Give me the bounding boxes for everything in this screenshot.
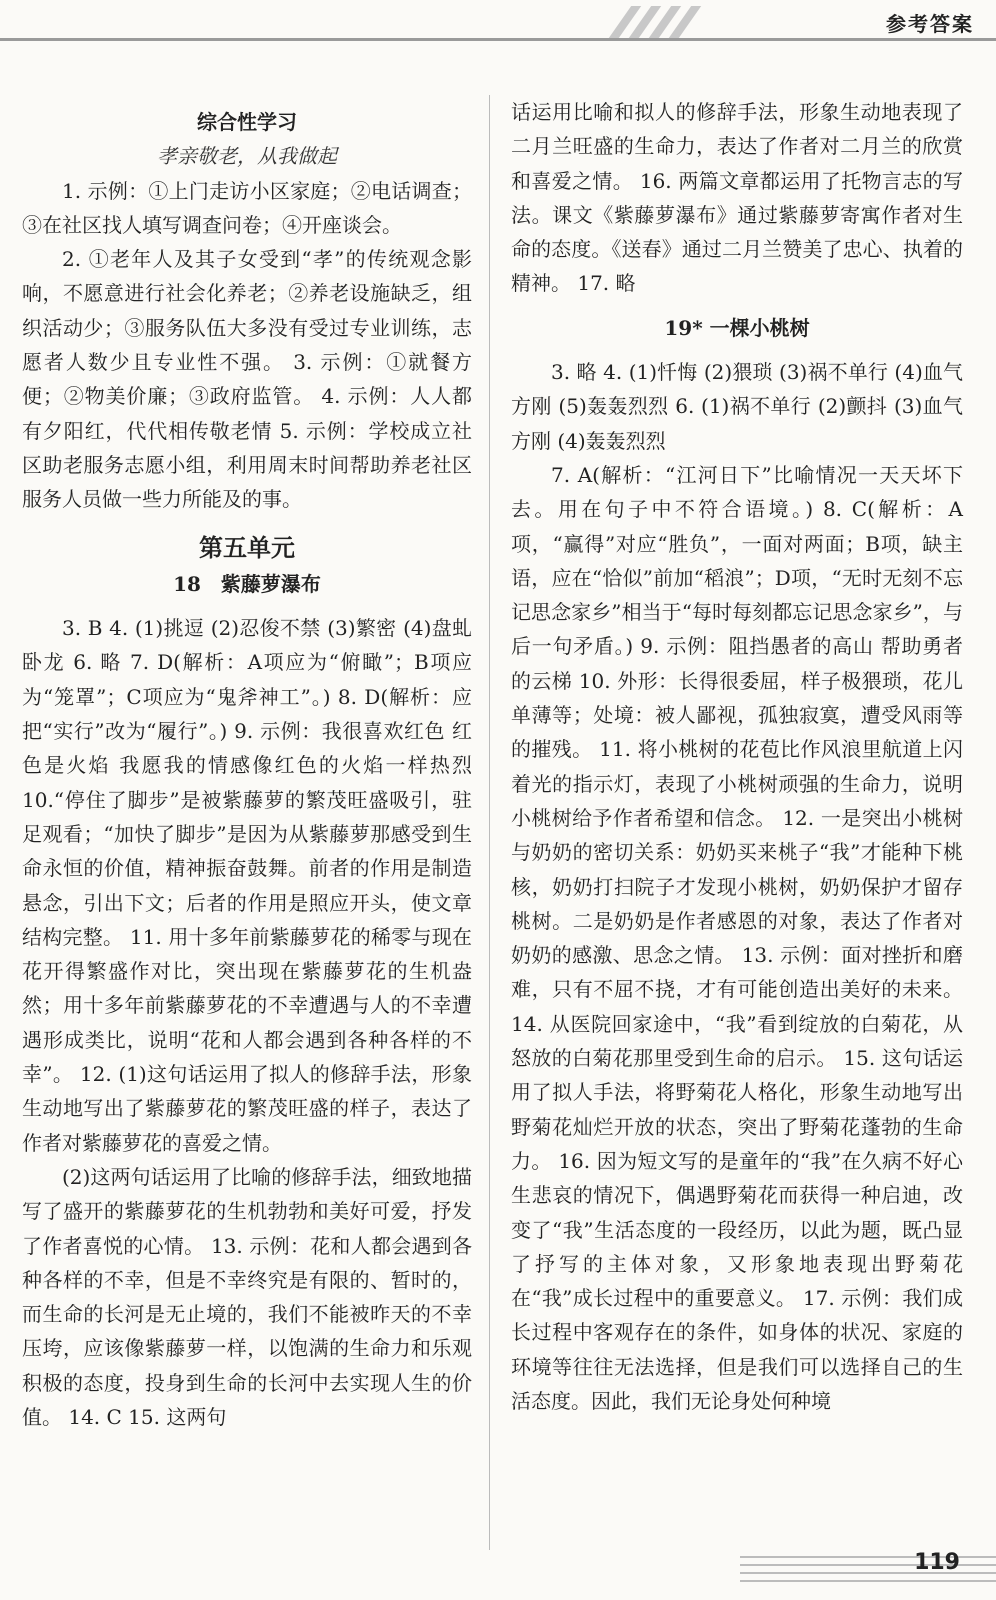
- answer-paragraph: 1. 示例：①上门走访小区家庭；②电话调查；③在社区找人填写调查问卷；④开座谈会。: [22, 178, 472, 237]
- lesson-title: 19* 一棵小桃树: [664, 315, 810, 340]
- answer-paragraph: 7. A(解析：“江河日下”比喻情况一天天坏下去。用在句子中不符合语境。) 8. C(解析：A项，“赢得”对应“胜负”，一面对两面；B项，缺主语，应在“恰似”前加“稻浪”；D项，“无时无刻不忘记思念家乡”相当于“每时每刻都忘记思念家乡”，与后一句矛盾。) 9. 示例：阻挡愚者的高山 帮助勇者的云梯 10. 外形：长得很委屈，样子极猥琐，花儿单薄等；处境：被人鄙视，孤独寂寞，遭受风雨等的摧残。 11. 将小桃树的花苞比作风浪里航道上闪着光的指示灯，表现了小桃树顽强的生命力，说明小桃树给予作者希望和信念。 12. 一是突出小桃树与奶奶的密切关系：奶奶买来桃子“我”才能种下桃核，奶奶打扫院子才发现小桃树，奶奶保护才留存桃树。二是奶奶是作者感恩的对象，表达了作者对奶奶的感激、思念之情。 13. 示例：面对挫折和磨难，只有不屈不挠，才有可能创造出美好的未来。 14. 从医院回家途中，“我”看到绽放的白菊花，从怒放的白菊花那里受到生命的启示。 15. 这句话运用了拟人手法，将野菊花人格化，形象生动地写出野菊花灿烂开放的状态，突出了野菊花蓬勃的生命力。 16. 因为短文写的是童年的“我”在久病不好心生悲哀的情况下，偶遇野菊花而获得一种启迪，改变了“我”生活态度的一段经历，以此为题，既凸显了抒写的主体对象，又形象地表现出野菊花在“我”成长过程中的重要意义。 17. 示例：我们成长过程中客观存在的条件，如身体的状况、家庭的环境等往往无法选择，但是我们可以选择自己的生活态度。因此，我们无论身处何种境: [511, 462, 963, 1413]
- right-column: [511, 95, 963, 1418]
- answer-paragraph: 3. B 4. (1)挑逗 (2)忍俊不禁 (3)繁密 (4)盘虬卧龙 6. 略 7. D(解析：A项应为“俯瞰”；B项应为“笼罩”；C项应为“鬼斧神工”。) 8. D(解析：应把“实行”改为“履行”。) 9. 示例：我很喜欢红色 红色是火焰 我愿我的情感像红色的火焰一样热烈 10.“停住了脚步”是被紫藤萝的繁茂旺盛吸引，驻足观看；“加快了脚步”是因为从紫藤萝那感受到生命永恒的价值，精神振奋鼓舞。前者的作用是制造悬念，引出下文；后者的作用是照应开头，使文章结构完整。 11. 用十多年前紫藤萝花的稀零与现在花开得繁盛作对比，突出现在紫藤萝花的生机盎然；用十多年前紫藤萝花的不幸遭遇与人的不幸遭遇形成类比，说明“花和人都会遇到各种各样的不幸”。 12. (1)这句话运用了拟人的修辞手法，形象生动地写出了紫藤萝花的繁茂旺盛的样子，表达了作者对紫藤萝花的喜爱之情。: [22, 616, 472, 1155]
- unit-title: 第五单元: [199, 532, 295, 562]
- column-divider: [489, 95, 490, 1550]
- answer-paragraph: 3. 略 4. (1)忏悔 (2)猥琐 (3)祸不单行 (4)血气方刚 (5)轰轰烈烈 6. (1)祸不单行 (2)颤抖 (3)血气方刚 (4)轰轰烈烈: [511, 360, 963, 453]
- answer-paragraph: (2)这两句话运用了比喻的修辞手法，细致地描写了盛开的紫藤萝花的生机勃勃和美好可爱，抒发了作者喜悦的心情。 13. 示例：花和人都会遇到各种各样的不幸，但是不幸终究是有限的、暂时的，而生命的长河是无止境的，我们不能被昨天的不幸压垮，应该像紫藤萝一样，以饱满的生命力和乐观积极的态度，投身到生命的长河中去实现人生的价值。 14. C 15. 这两句: [22, 1164, 472, 1429]
- left-column: [22, 95, 472, 1434]
- header-title: 参考答案: [886, 12, 974, 36]
- answer-paragraph: 2. ①老年人及其子女受到“孝”的传统观念影响，不愿意进行社会化养老；②养老设施缺乏，组织活动少；③服务队伍大多没有受过专业训练，志愿者人数少且专业性不强。 3. 示例：①就餐方便；②物美价廉；③政府监管。 4. 示例：人人都有夕阳红，代代相传敬老情 5. 示例：学校成立社区助老服务志愿小组，利用周末时间帮助养老社区服务人员做一些力所能及的事。: [22, 247, 472, 512]
- section-title: 综合性学习: [197, 110, 297, 134]
- section-subtitle: 孝亲敬老，从我做起: [157, 144, 337, 169]
- answer-paragraph: 话运用比喻和拟人的修辞手法，形象生动地表现了二月兰旺盛的生命力，表达了作者对二月兰的欣赏和喜爱之情。 16. 两篇文章都运用了托物言志的写法。课文《紫藤萝瀑布》通过紫藤萝寄寓作者对生命的态度。《送春》通过二月兰赞美了忠心、执着的精神。 17. 略: [511, 100, 963, 296]
- lesson-title: 18 紫藤萝瀑布: [173, 571, 321, 596]
- page-number: 119: [914, 1550, 960, 1575]
- header-rule: [0, 38, 996, 41]
- header-decoration: [610, 6, 710, 38]
